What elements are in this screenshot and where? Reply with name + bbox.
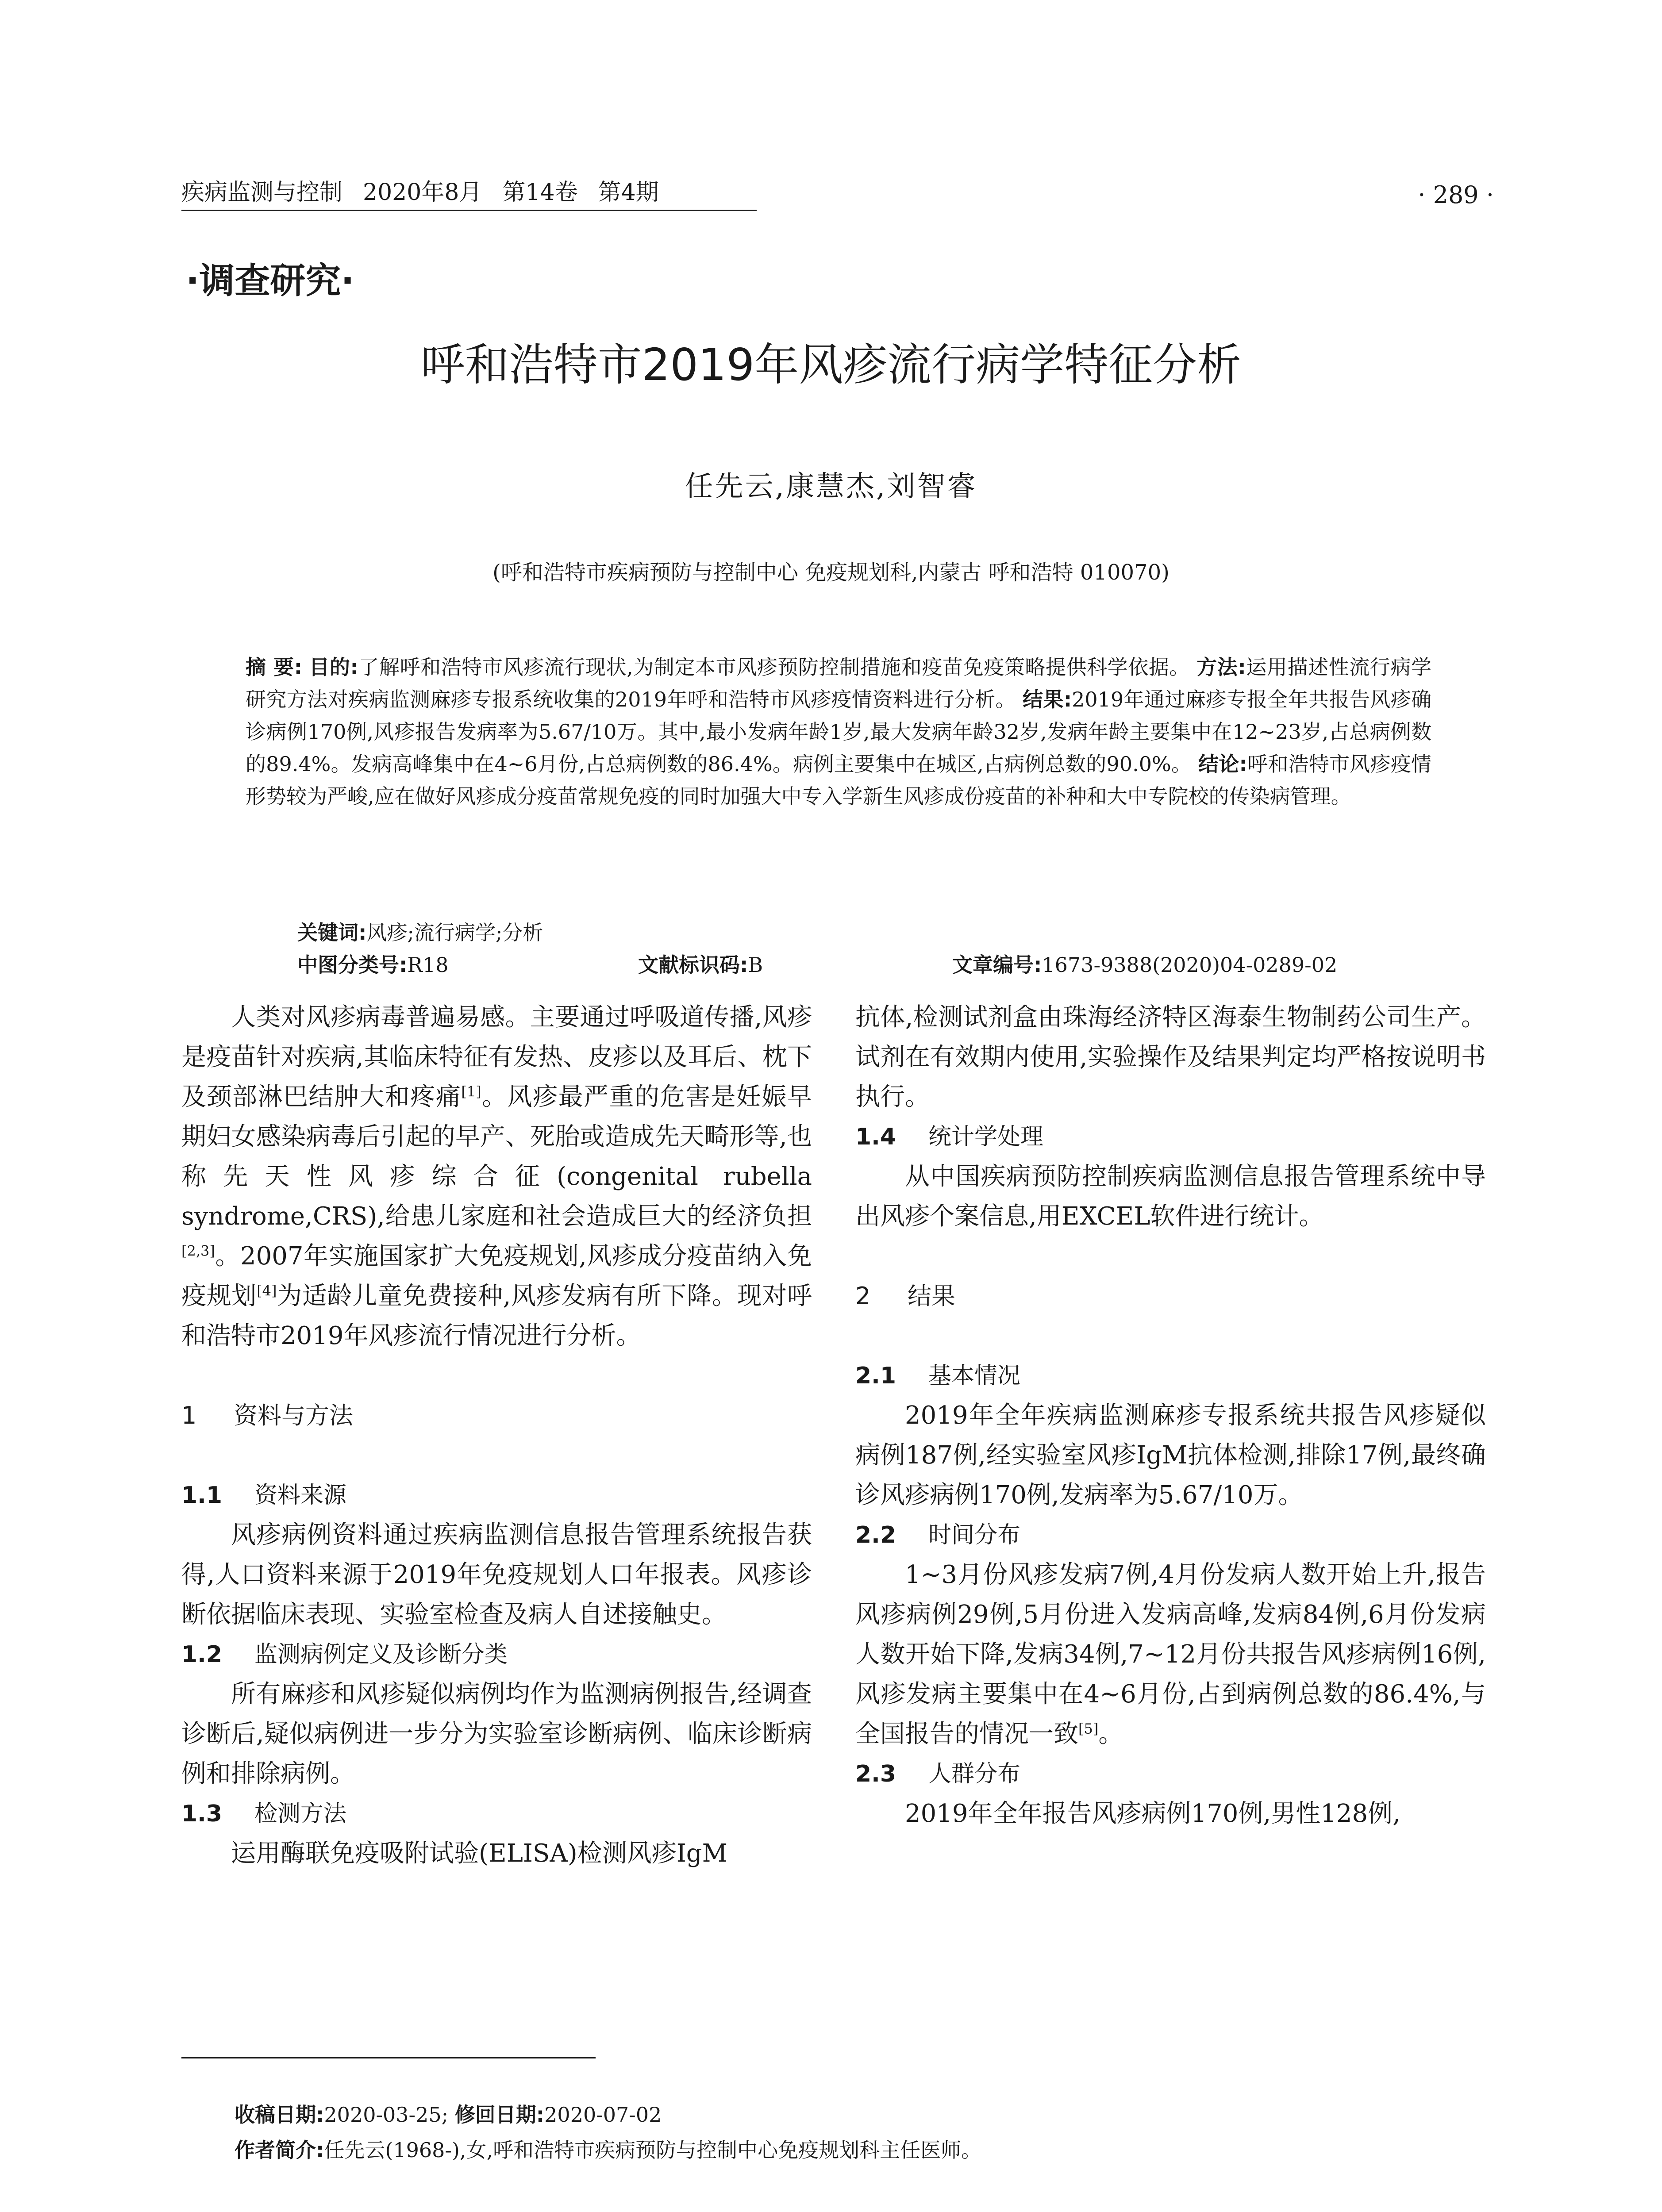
- citation: [5]: [1078, 1720, 1099, 1737]
- affiliation: (呼和浩特市疾病预防与控制中心 免疫规划科,内蒙古 呼和浩特 010070): [492, 560, 1170, 585]
- paragraph: 风疹病例资料通过疾病监测信息报告管理系统报告获得,人口资料来源于2019年免疫规划人口年报表。风疹诊断依据临床表现、实验室检查及病人自述接触史。: [181, 1521, 812, 1629]
- subsection-heading: 2.2 时间分布: [855, 1522, 1021, 1548]
- doc-label: 文献标识码:: [638, 953, 748, 977]
- journal-name: 疾病监测与控制: [181, 179, 343, 206]
- abstract-label: 摘 要:: [246, 655, 303, 679]
- paragraph: 1~3月份风疹发病7例,4月份发病人数开始上升,报告风疹病例29例,5月份进入发病高峰,发病84例,6月份发病人数开始下降,发病34例,7~12月份共报告风疹病例16例,风疹发病主要集中在4~6月份,占到病例总数的86.4%,与全国报告的情况一致[5]。: [855, 1560, 1486, 1748]
- doc-value: B: [748, 953, 763, 977]
- clc-value: R18: [407, 953, 449, 977]
- section-heading: 2 结果: [855, 1282, 955, 1310]
- page-number: · 289 ·: [1418, 181, 1494, 209]
- clc-label: 中图分类号:: [297, 953, 408, 977]
- keywords: [297, 917, 543, 949]
- clc-code: [297, 949, 449, 981]
- subsection-heading: 1.1 资料来源: [181, 1482, 347, 1509]
- results-label: 结果:: [1022, 687, 1072, 711]
- issue: 第4期: [598, 179, 659, 206]
- subsection-heading: 1.4 统计学处理: [855, 1124, 1044, 1150]
- results-text: 2019年通过麻疹专报全年共报告风疹确诊病例170例,风疹报告发病率为5.67/10万。其中,最小发病年龄1岁,最大发病年龄32岁,发病年龄主要集中在12~23岁,占总病例数的89.4%。发病高峰集中在4~6月份,占总病例数的86.4%。病例主要集中在城区,占病例总数的90.0%。: [246, 687, 1431, 776]
- paragraph: 抗体,检测试剂盒由珠海经济特区海泰生物制药公司生产。试剂在有效期内使用,实验操作及结果判定均严格按说明书执行。: [855, 1003, 1486, 1111]
- article-label: 文章编号:: [952, 953, 1042, 977]
- paragraph: 运用酶联免疫吸附试验(ELISA)检测风疹IgM: [231, 1839, 727, 1868]
- body-right-column: [855, 998, 1486, 1834]
- citation: [4]: [257, 1282, 277, 1299]
- subsection-heading: 1.2 监测病例定义及诊断分类: [181, 1641, 508, 1668]
- authors: 任先云,康慧杰,刘智睿: [685, 470, 977, 503]
- citation: [1]: [461, 1083, 481, 1100]
- subsection-heading: 1.3 检测方法: [181, 1801, 347, 1827]
- intro-paragraph: 人类对风疹病毒普遍易感。主要通过呼吸道传播,风疹是疫苗针对疾病,其临床特征有发热、皮疹以及耳后、枕下及颈部淋巴结肿大和疼痛[1]。风疹最严重的危害是妊娠早期妇女感染病毒后引起的早产、死胎或造成先天畸形等,也称先天性风疹综合征(congenital rubella syndrome,CRS),给患儿家庭和社会造成巨大的经济负担[2,3]。2007年实施国家扩大免疫规划,风疹成分疫苗纳入免疫规划[4]为适龄儿童免费接种,风疹发病有所下降。现对呼和浩特市2019年风疹流行情况进行分析。: [181, 1003, 812, 1350]
- paragraph: 2019年全年疾病监测麻疹专报系统共报告风疹疑似病例187例,经实验室风疹IgM抗体检测,排除17例,最终确诊风疹病例170例,发病率为5.67/10万。: [855, 1401, 1486, 1509]
- objective-label: 目的:: [309, 655, 358, 679]
- section-heading: 1 资料与方法: [181, 1402, 353, 1429]
- section-tag: ·调查研究·: [186, 260, 354, 301]
- article-number: [952, 949, 1337, 981]
- objective-text: 了解呼和浩特市风疹流行现状,为制定本市风疹预防控制措施和疫苗免疫策略提供科学依据。: [358, 655, 1190, 679]
- methods-label: 方法:: [1196, 655, 1246, 679]
- paragraph: 所有麻疹和风疹疑似病例均作为监测病例报告,经调查诊断后,疑似病例进一步分为实验室诊断病例、临床诊断病例和排除病例。: [181, 1680, 812, 1788]
- methods-text: 运用描述性流行病学研究方法对疾病监测麻疹专报系统收集的2019年呼和浩特市风疹疫情资料进行分析。: [246, 655, 1431, 711]
- header-rule: [181, 210, 757, 211]
- paragraph: 从中国疾病预防控制疾病监测信息报告管理系统中导出风疹个案信息,用EXCEL软件进行统计。: [855, 1162, 1486, 1231]
- document-code: [638, 949, 763, 981]
- citation: [2,3]: [181, 1242, 215, 1260]
- body-left-column: [181, 998, 812, 1874]
- article-value: 1673-9388(2020)04-0289-02: [1042, 953, 1338, 977]
- volume: 第14卷: [502, 179, 578, 206]
- conclusion-text: 呼和浩特市风疹疫情形势较为严峻,应在做好风疹成分疫苗常规免疫的同时加强大中专入学新生风疹成份疫苗的补种和大中专院校的传染病管理。: [246, 752, 1431, 808]
- abstract: [246, 651, 1431, 813]
- received-dates: 收稿日期:2020-03-25; 修回日期:2020-07-02: [235, 2103, 662, 2127]
- issue-date: 2020年8月: [363, 179, 482, 206]
- article-title: 呼和浩特市2019年风疹流行病学特征分析: [420, 339, 1242, 391]
- paragraph: 2019年全年报告风疹病例170例,男性128例,: [905, 1799, 1400, 1828]
- footnote-rule: [181, 2057, 596, 2058]
- subsection-heading: 2.1 基本情况: [855, 1363, 1021, 1389]
- keywords-label: 关键词:: [297, 921, 367, 945]
- running-header: [181, 178, 679, 207]
- footnotes: [235, 2097, 981, 2168]
- subsection-heading: 2.3 人群分布: [855, 1761, 1021, 1787]
- keywords-value: 风疹;流行病学;分析: [366, 921, 543, 945]
- author-bio: 作者简介:任先云(1968-),女,呼和浩特市疾病预防与控制中心免疫规划科主任医师。: [235, 2138, 982, 2162]
- conclusion-label: 结论:: [1198, 752, 1247, 776]
